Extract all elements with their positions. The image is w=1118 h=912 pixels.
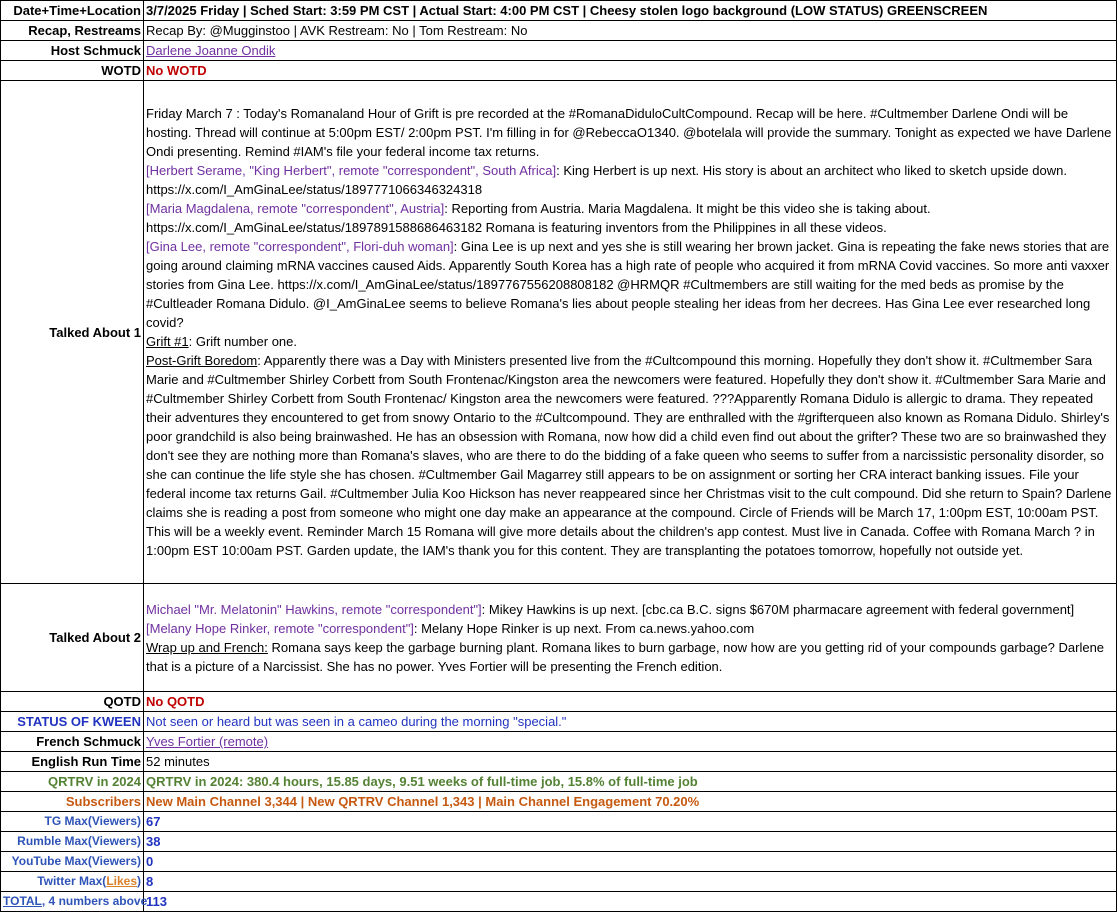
label-twitter-c: ) (137, 874, 141, 888)
talked1-intro: Friday March 7 : Today's Romanaland Hour of Grift is pre recorded at the #RomanaDiduloCultCompound. Recap will be here. #Cultmember Darlene Ondi will be hosting. Thread will continue at 5:00pm EST/ 2:00pm PST. I'm filling in for @RebeccaO1340. @botelala will provide the summary. Tonight as expected we have Darlene Ondi presenting. Remind #IAM's file your federal income tax returns. (146, 106, 1112, 159)
row-runtime (1, 752, 1117, 772)
correspondent-tag-gina: [Gina Lee, remote "correspondent", Flori-duh woman] (146, 239, 454, 254)
row-qotd (1, 692, 1117, 712)
wrap-text: Romana says keep the garbage burning plant. Romana likes to burn garbage, now how are you getting rid of your compounds garbage? Darlene that is a picture of a Narcissist. She has no power. Yves Fortier will be presenting the French edition. (146, 639, 1105, 674)
label-talked-2[interactable]: Talked About 2 (1, 584, 144, 692)
segment-text-michael: : Mikey Hawkins is up next. [cbc.ca B.C. signs $670M pharmacare agreement with federal government] (481, 601, 1075, 617)
label-tg[interactable]: TG Max(Viewers) (1, 812, 144, 832)
value-talked-1[interactable] (144, 81, 1117, 584)
label-host[interactable]: Host Schmuck (1, 41, 144, 61)
french-link[interactable]: Yves Fortier (remote) (146, 734, 269, 749)
value-status[interactable]: Not seen or heard but was seen in a cameo during the morning "special." (144, 712, 1117, 732)
value-qrtrv[interactable]: QRTRV in 2024: 380.4 hours, 15.85 days, 9.51 weeks of full-time job, 15.8% of full-time job (144, 772, 1117, 792)
row-twitter (1, 872, 1117, 892)
talked2-segment-wrap (146, 638, 1114, 676)
row-rumble (1, 832, 1117, 852)
talked2-segment-melany (146, 619, 1114, 638)
value-twitter[interactable]: 8 (144, 872, 1117, 892)
correspondent-tag-melany: [Melany Hope Rinker, remote "correspondent"] (146, 620, 414, 636)
wrap-label: Wrap up and French: (146, 639, 268, 655)
label-subscribers[interactable]: Subscribers (1, 792, 144, 812)
row-tg (1, 812, 1117, 832)
talked1-segment-herbert (146, 161, 1114, 199)
row-talked-2 (1, 584, 1117, 692)
value-datetime[interactable]: 3/7/2025 Friday | Sched Start: 3:59 PM CST | Actual Start: 4:00 PM CST | Cheesy stolen logo background (LOW STATUS) GREENSCREEN (144, 1, 1117, 21)
segment-text-melany: : Melany Hope Rinker is up next. From ca.news.yahoo.com (413, 620, 755, 636)
row-youtube (1, 852, 1117, 872)
row-host (1, 41, 1117, 61)
segment-text-maria: : Reporting from Austria. Maria Magdalena. It might be this video she is taking about. https://x.com/I_AmGinaLee/status/1897891588686463182 Romana is featuring inventors from the Philippines in all these videos. (146, 201, 931, 235)
grift-label: Grift #1 (146, 334, 189, 349)
row-total (1, 892, 1117, 912)
row-subscribers (1, 792, 1117, 812)
segment-text-herbert: : King Herbert is up next. His story is about an architect who liked to sketch upside down. https://x.com/I_AmGinaLee/status/1897771066346324318 (146, 163, 1067, 197)
label-datetime[interactable]: Date+Time+Location (1, 1, 144, 21)
row-status (1, 712, 1117, 732)
row-french (1, 732, 1117, 752)
label-twitter-likes: Likes (106, 874, 137, 888)
label-qotd[interactable]: QOTD (1, 692, 144, 712)
talked1-segment-gina (146, 237, 1114, 332)
label-french[interactable]: French Schmuck (1, 732, 144, 752)
talked1-segment-maria (146, 199, 1114, 237)
label-recap[interactable]: Recap, Restreams (1, 21, 144, 41)
segment-text-gina: : Gina Lee is up next and yes she is still wearing her brown jacket. Gina is repeating the fake news stories that are going around claiming mRNA vaccines caused Aids. Apparently South Korea has a high rate of people who acquired it from mRNA Covid vaccines. So more anti vaxxer stories from Gina Lee. https://x.com/I_AmGinaLee/status/1897767556208808182 @HRMQR #Cultmembers are still waiting for the med beds as promise by the #Cultleader Romana Didulo. @I_AmGinaLee seems to believe Romana's lies about people stealing her ideas from her decrees. Has Gina Lee ever researched long covid? (146, 239, 1110, 330)
value-total[interactable]: 113 (144, 892, 1117, 912)
label-qrtrv[interactable]: QRTRV in 2024 (1, 772, 144, 792)
value-subscribers[interactable]: New Main Channel 3,344 | New QRTRV Channel 1,343 | Main Channel Engagement 70.20% (144, 792, 1117, 812)
label-status[interactable]: STATUS OF KWEEN (1, 712, 144, 732)
boredom-text: : Apparently there was a Day with Ministers presented live from the #Cultcompound this morning. Hopefully they don't show it. #Cultmember Sara Marie and #Cultmember Shirley Corbett from South Frontenac/Kingston area the newcomers were featured. Hopefully they don't show it. #Cultmember Sara Marie and #Cultmember Shirley Corbett from South Frontenac/ Kingston area the newcomers were featured. ???Apparently Romana Didulo is allergic to drama. They repeated their adventures they encountered to get from snowy Ontario to the #Cultcompound. They are enthralled with the #grifterqueen also known as Romana Didulo. Shirley's poor grandchild is also being brainwashed. He has an obsession with Romana, now how did a child even find out about the grifter? These two are so brainwashed they don't see they are nothing more than Romana's slaves, who are there to do the bidding of a fake queen who seems to suffer from a narcissistic personality disorder, so she can continue the life style she has chosen. #Cultmember Gail Magarrey still appears to be on assignment or sorting her CRA interact banking issues. File your federal income tax returns Gail. #Cultmember Julia Koo Hickson has never reappeared since her Christmas visit to the cult compound. Did she return to Spain? Darlene claims she is reading a post from someone who might one day make an appearance at the compound. Circle of Friends will be March 17, 1:00pm EST, 10:00am PST. This will be a weekly event. Reminder March 15 Romana will give more details about the children's app contest. Must live in Canada. Coffee with Romana March ? in 1:00pm EST 10:00am PST. Garden update, the IAM's thank you for this content. They are transplanting the potatoes tomorrow, hopefully not outside yet. (146, 353, 1112, 558)
value-qotd[interactable]: No QOTD (144, 692, 1117, 712)
label-youtube[interactable]: YouTube Max(Viewers) (1, 852, 144, 872)
boredom-label: Post-Grift Boredom (146, 353, 258, 368)
correspondent-tag-herbert: [Herbert Serame, "King Herbert", remote "correspondent", South Africa] (146, 163, 557, 178)
row-datetime (1, 1, 1117, 21)
row-talked-1 (1, 81, 1117, 584)
value-wotd[interactable]: No WOTD (144, 61, 1117, 81)
value-recap[interactable]: Recap By: @Mugginstoo | AVK Restream: No | Tom Restream: No (144, 21, 1117, 41)
label-total-b: , 4 numbers above (41, 894, 148, 908)
label-rumble[interactable]: Rumble Max(Viewers) (1, 832, 144, 852)
label-twitter-a: Twitter Max( (37, 874, 107, 888)
grift-text: : Grift number one. (188, 334, 298, 349)
value-youtube[interactable]: 0 (144, 852, 1117, 872)
label-runtime[interactable]: English Run Time (1, 752, 144, 772)
talked1-segment-boredom (146, 351, 1114, 560)
row-wotd (1, 61, 1117, 81)
label-total-cell[interactable] (1, 892, 148, 912)
label-talked-1[interactable]: Talked About 1 (1, 81, 144, 584)
row-recap (1, 21, 1117, 41)
value-french-cell[interactable] (144, 732, 1117, 752)
value-tg[interactable]: 67 (144, 812, 1117, 832)
value-runtime[interactable]: 52 minutes (144, 752, 1117, 772)
talked1-segment-grift (146, 332, 1114, 351)
value-talked-2[interactable] (144, 584, 1117, 692)
host-link[interactable]: Darlene Joanne Ondik (146, 43, 276, 58)
value-rumble[interactable]: 38 (144, 832, 1117, 852)
value-host-cell[interactable] (144, 41, 1117, 61)
correspondent-tag-michael: Michael "Mr. Melatonin" Hawkins, remote "correspondent"] (146, 601, 482, 617)
row-qrtrv (1, 772, 1117, 792)
label-wotd[interactable]: WOTD (1, 61, 144, 81)
talked2-segment-michael (146, 600, 1114, 619)
correspondent-tag-maria: [Maria Magdalena, remote "correspondent", Austria] (146, 201, 445, 216)
label-twitter-cell[interactable] (1, 872, 144, 892)
label-total-a: TOTAL (3, 894, 42, 908)
